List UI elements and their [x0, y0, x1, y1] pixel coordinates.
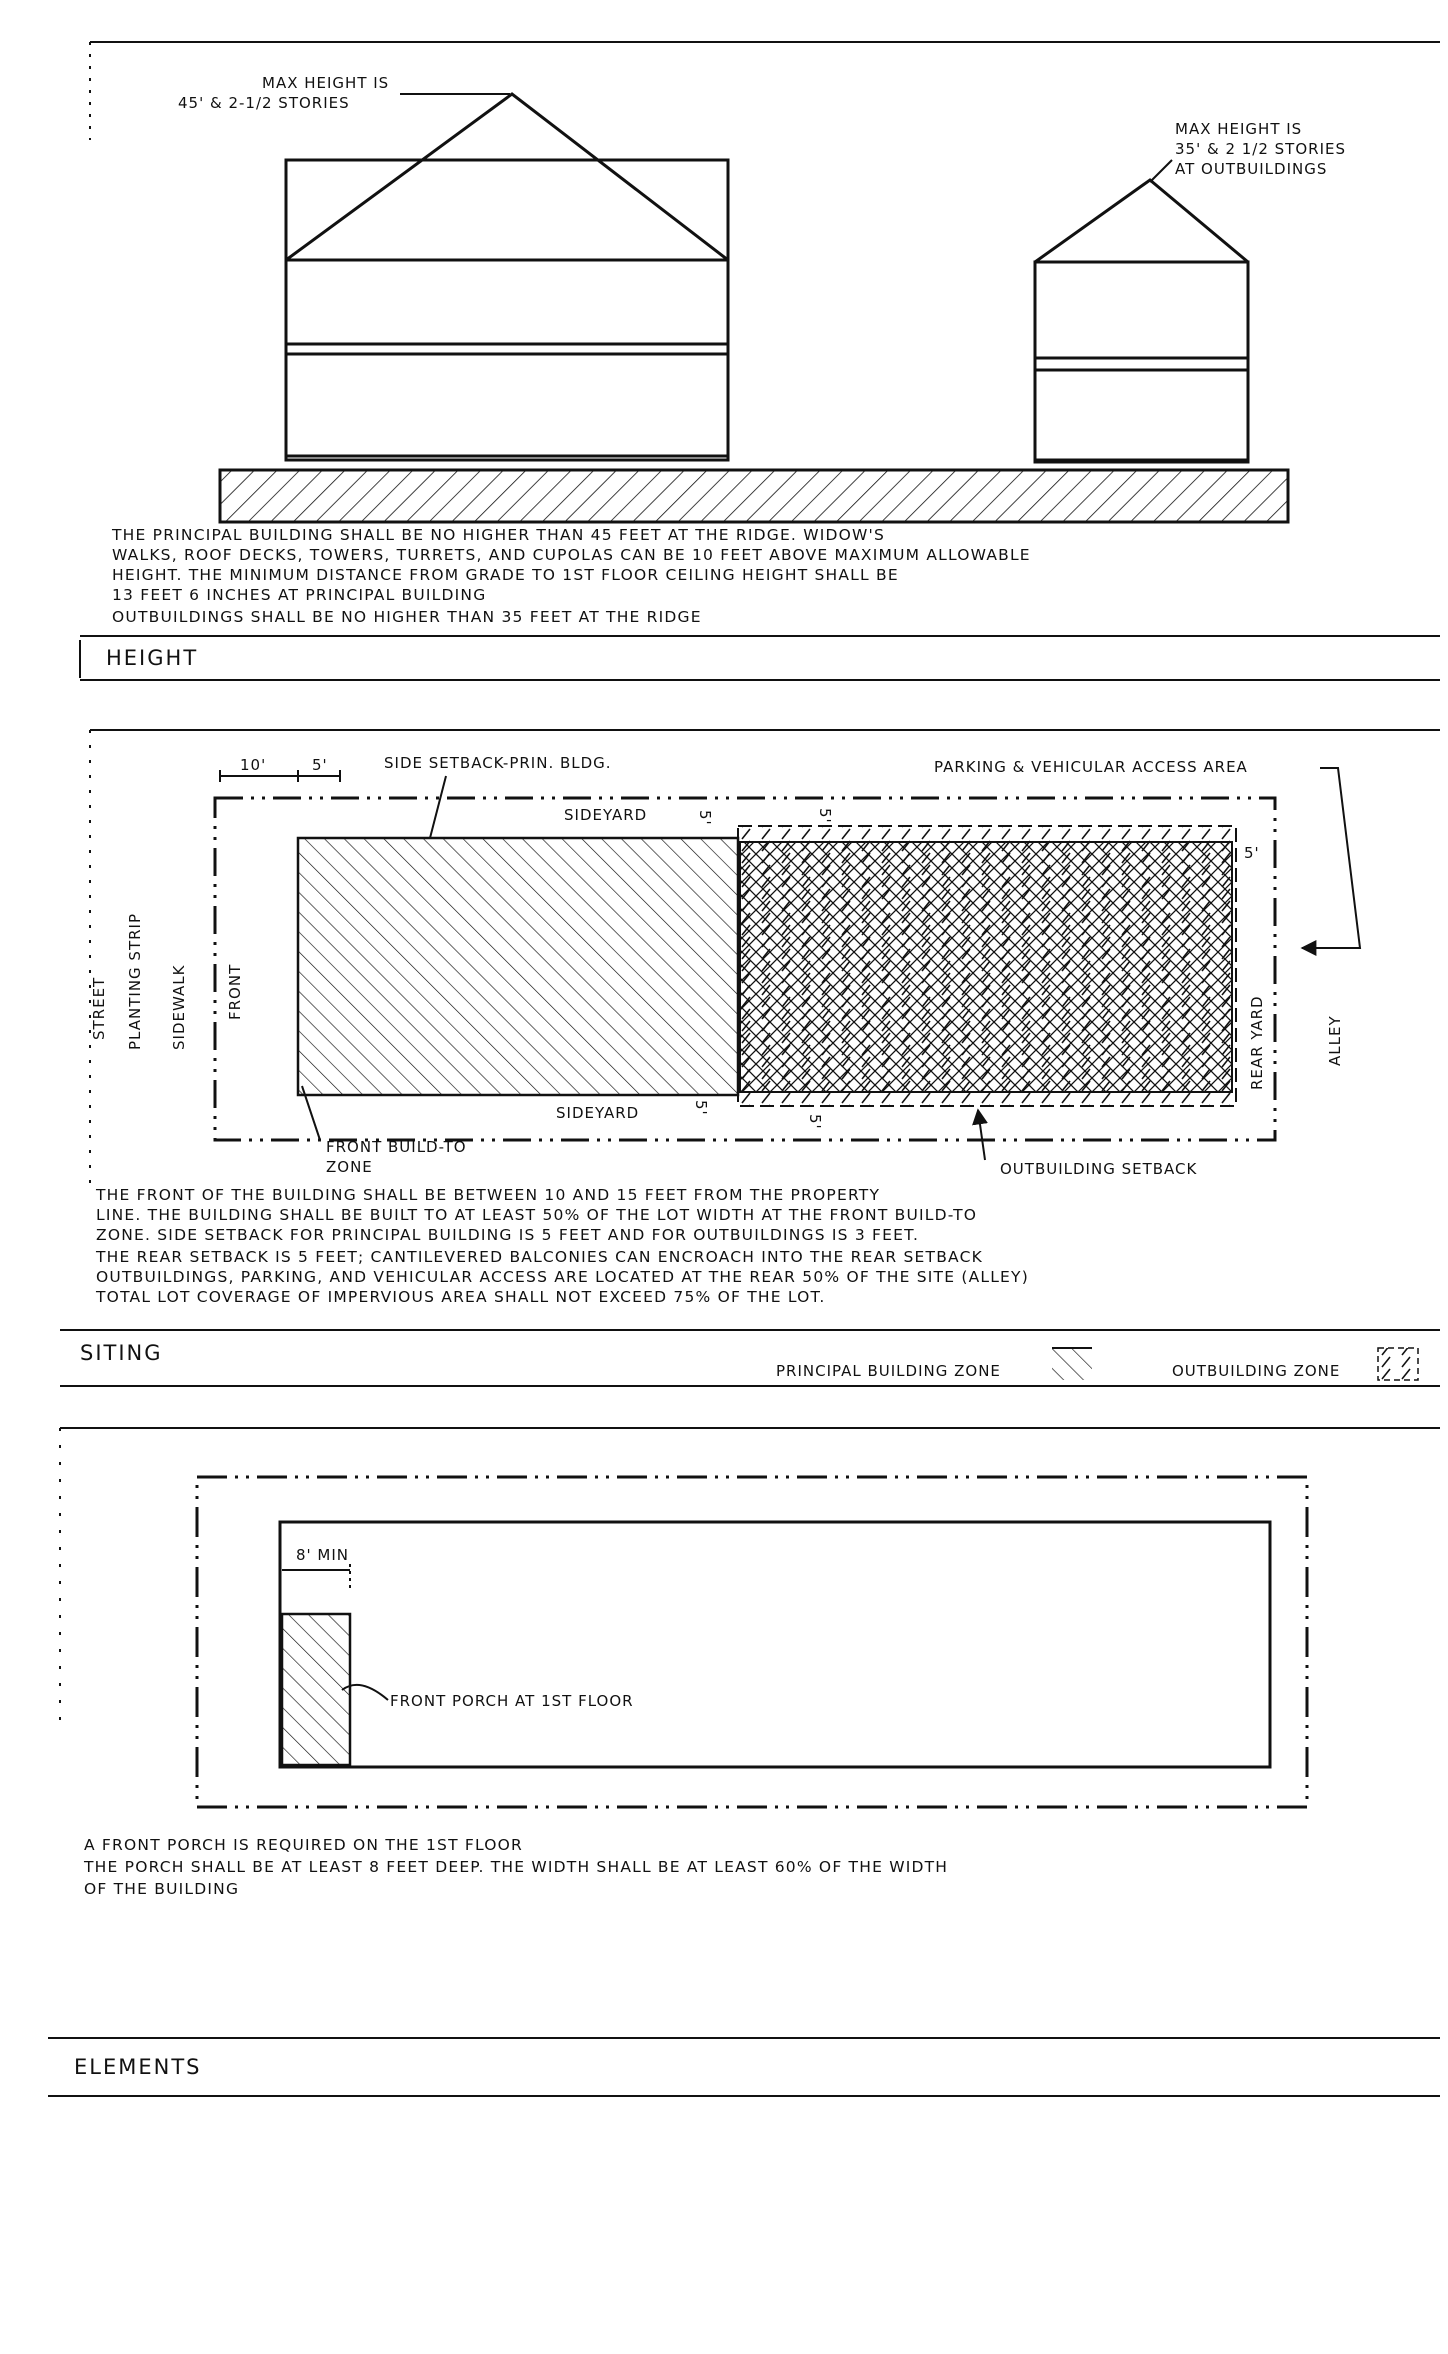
legend-principal-swatch: [1052, 1348, 1092, 1380]
building-footprint: [280, 1522, 1270, 1767]
principal-building-elevation: [286, 94, 728, 460]
siting-note-5: OUTBUILDINGS, PARKING, AND VEHICULAR ACCESS ARE LOCATED AT THE REAR 50% OF THE SITE (ALLEY): [96, 1268, 1029, 1286]
height-note-4: 13 FEET 6 INCHES AT PRINCIPAL BUILDING: [112, 586, 487, 604]
legend-outbuilding-swatch: [1378, 1348, 1418, 1380]
outbuilding-height-label-1: MAX HEIGHT IS: [1175, 120, 1303, 138]
sideyard-top: SIDEYARD: [564, 806, 648, 824]
height-note-3: HEIGHT. THE MINIMUM DISTANCE FROM GRADE TO 1ST FLOOR CEILING HEIGHT SHALL BE: [112, 566, 899, 584]
elements-note-2: THE PORCH SHALL BE AT LEAST 8 FEET DEEP. THE WIDTH SHALL BE AT LEAST 60% OF THE WIDTH: [84, 1858, 949, 1876]
principal-height-label-1: MAX HEIGHT IS: [262, 74, 390, 92]
planting-strip-label: PLANTING STRIP: [126, 912, 144, 1050]
elements-title: ELEMENTS: [74, 2055, 202, 2079]
ground-hatch: [220, 470, 1288, 522]
elements-section: [48, 1428, 1440, 2096]
elements-note-3: OF THE BUILDING: [84, 1880, 240, 1898]
height-title: HEIGHT: [106, 646, 199, 670]
side-setback-label: SIDE SETBACK-PRIN. BLDG.: [384, 754, 612, 772]
siting-note-2: LINE. THE BUILDING SHALL BE BUILT TO AT LEAST 50% OF THE LOT WIDTH AT THE FRONT BUILD-TO: [96, 1206, 978, 1224]
height-note-1: THE PRINCIPAL BUILDING SHALL BE NO HIGHER THAN 45 FEET AT THE RIDGE. WIDOW'S: [112, 526, 886, 544]
siting-note-3: ZONE. SIDE SETBACK FOR PRINCIPAL BUILDING IS 5 FEET AND FOR OUTBUILDINGS IS 3 FEET.: [96, 1226, 920, 1244]
dim-8-min: 8' MIN: [296, 1546, 350, 1564]
siting-note-6: TOTAL LOT COVERAGE OF IMPERVIOUS AREA SHALL NOT EXCEED 75% OF THE LOT.: [96, 1288, 826, 1306]
siting-note-4: THE REAR SETBACK IS 5 FEET; CANTILEVERED BALCONIES CAN ENCROACH INTO THE REAR SETBACK: [96, 1248, 983, 1266]
siting-title: SITING: [80, 1341, 163, 1365]
dim-5-side-outb: 5': [816, 808, 834, 824]
dim-5-ft: 5': [312, 756, 328, 774]
principal-building-zone: [298, 838, 738, 1095]
outbuilding-height-label-2: 35' & 2 1/2 STORIES: [1175, 140, 1346, 158]
height-section: [80, 42, 1440, 680]
dim-5-side-prin: 5': [696, 810, 714, 826]
siting-note-1: THE FRONT OF THE BUILDING SHALL BE BETWEEN 10 AND 15 FEET FROM THE PROPERTY: [96, 1186, 881, 1204]
height-notes: [111, 526, 1031, 626]
sideyard-bottom: SIDEYARD: [556, 1104, 640, 1122]
rear-yard-label: REAR YARD: [1248, 995, 1266, 1090]
outbuilding-elevation: [1035, 180, 1248, 462]
build-to-label-2: ZONE: [326, 1158, 373, 1176]
dim-5-rear: 5': [1244, 844, 1260, 862]
principal-height-label-2: 45' & 2-1/2 STORIES: [178, 94, 350, 112]
legend-principal-label: PRINCIPAL BUILDING ZONE: [776, 1362, 1001, 1380]
outbuilding-parking-area: [740, 842, 1232, 1092]
elements-note-1: A FRONT PORCH IS REQUIRED ON THE 1ST FLOOR: [84, 1836, 524, 1854]
siting-notes: [95, 1186, 1029, 1306]
sidewalk-label: SIDEWALK: [170, 964, 188, 1050]
front-label: FRONT: [226, 963, 244, 1020]
front-porch: [282, 1614, 350, 1765]
alley-label: ALLEY: [1326, 1015, 1344, 1066]
legend-outbuilding-label: OUTBUILDING ZONE: [1172, 1362, 1341, 1380]
street-label: STREET: [90, 976, 108, 1040]
legend: [776, 1348, 1418, 1380]
outbuilding-height-label-3: AT OUTBUILDINGS: [1175, 160, 1328, 178]
dim-10-ft: 10': [240, 756, 267, 774]
elements-notes: [83, 1836, 948, 1898]
build-to-label-1: FRONT BUILD-TO: [326, 1138, 467, 1156]
height-note-5: OUTBUILDINGS SHALL BE NO HIGHER THAN 35 FEET AT THE RIDGE: [112, 608, 702, 626]
height-note-2: WALKS, ROOF DECKS, TOWERS, TURRETS, AND CUPOLAS CAN BE 10 FEET ABOVE MAXIMUM ALLOWABLE: [112, 546, 1031, 564]
parking-label: PARKING & VEHICULAR ACCESS AREA: [934, 758, 1248, 776]
front-porch-label: FRONT PORCH AT 1ST FLOOR: [390, 1692, 634, 1710]
dim-5-outb-bottom: 5': [806, 1114, 824, 1130]
siting-section: [60, 730, 1440, 1386]
outbuilding-setback-label: OUTBUILDING SETBACK: [1000, 1160, 1198, 1178]
dim-5-side-bottom: 5': [692, 1100, 710, 1116]
